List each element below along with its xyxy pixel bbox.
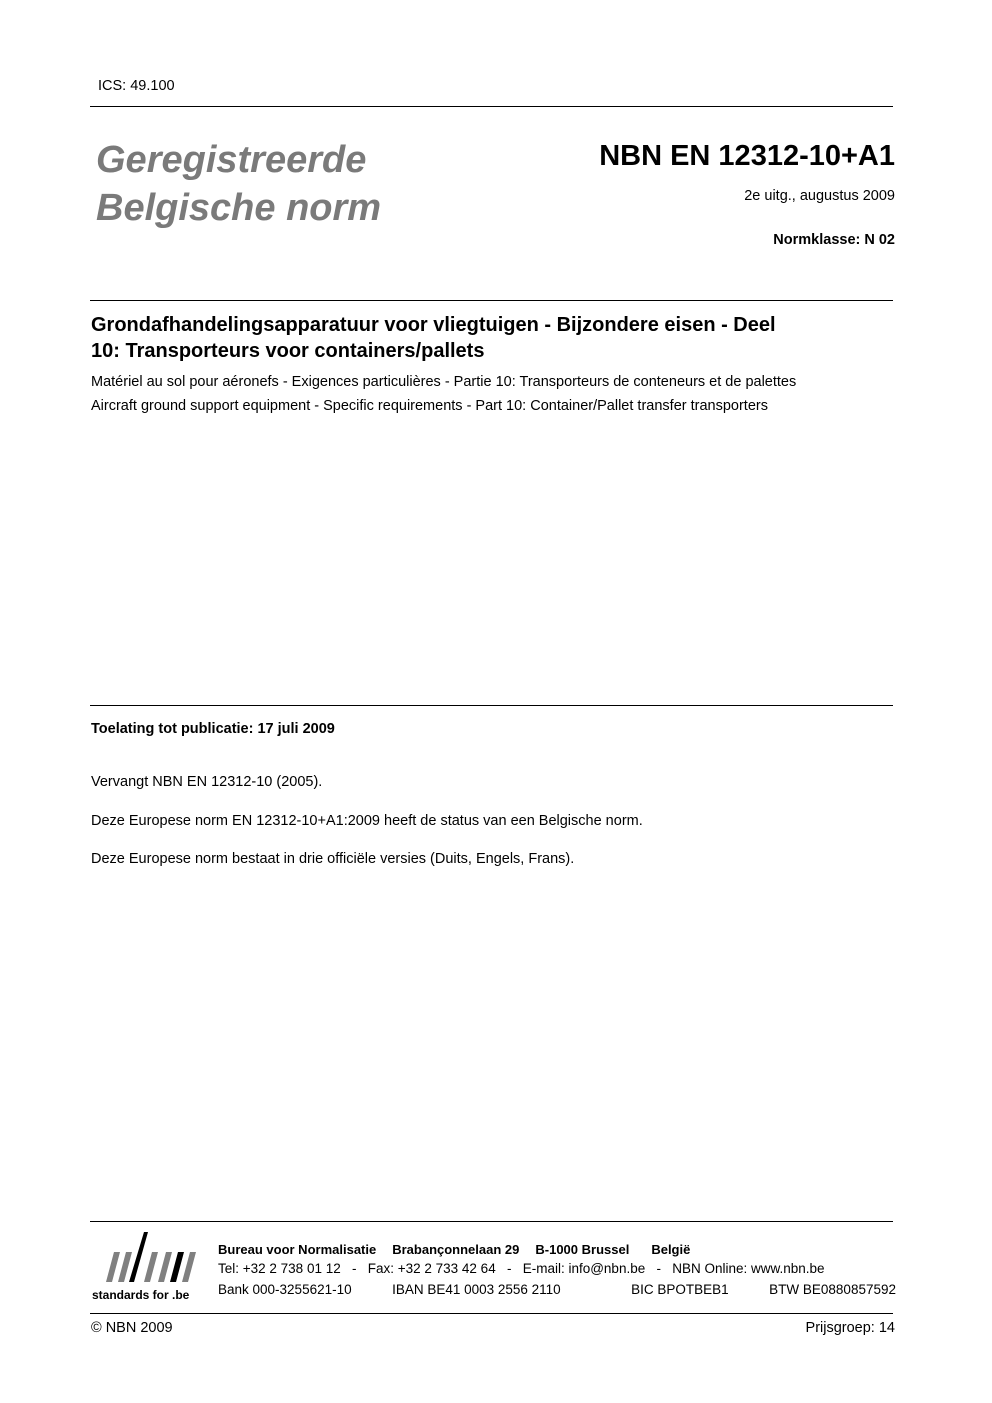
contact-line: Tel: +32 2 738 01 12 - Fax: +32 2 733 42 64 - E-mail: info@nbn.be - NBN Online: www.nbn.be xyxy=(218,1261,825,1276)
bic: BIC BPOTBEB1 xyxy=(631,1282,729,1297)
bank-account: Bank 000-3255621-10 xyxy=(218,1282,352,1297)
title-dutch xyxy=(91,312,776,364)
iban: IBAN BE41 0003 2556 2110 xyxy=(392,1282,561,1297)
org-name: Bureau voor Normalisatie xyxy=(218,1242,377,1257)
title-french: Matériel au sol pour aéronefs - Exigences particulières - Partie 10: Transporteurs de conteneurs et de palettes xyxy=(91,374,797,390)
approval-date: Toelating tot publicatie: 17 juli 2009 xyxy=(91,721,335,737)
address-line xyxy=(218,1242,690,1257)
norm-number: NBN EN 12312-10+A1 xyxy=(599,140,895,172)
bank-line xyxy=(218,1282,896,1297)
copyright: © NBN 2009 xyxy=(91,1320,173,1336)
vat-number: BTW BE0880857592 xyxy=(769,1282,896,1297)
city: B-1000 Brussel xyxy=(535,1242,630,1257)
norm-class: Normklasse: N 02 xyxy=(773,232,895,248)
paragraph: Deze Europese norm EN 12312-10+A1:2009 heeft de status van een Belgische norm. xyxy=(91,813,643,829)
edition: 2e uitg., augustus 2009 xyxy=(744,188,895,204)
street: Brabançonnelaan 29 xyxy=(392,1242,520,1257)
title-line: Grondafhandelingsapparatuur voor vliegtuigen - Bijzondere eisen - Deel xyxy=(91,314,776,336)
heading-line: Geregistreerde xyxy=(96,139,367,181)
nbn-logo-mark xyxy=(92,1230,204,1288)
divider xyxy=(90,1221,893,1222)
title-line: 10: Transporteurs voor containers/pallets xyxy=(91,340,485,362)
paragraph: Deze Europese norm bestaat in drie officiële versies (Duits, Engels, Frans). xyxy=(91,851,575,867)
country: België xyxy=(651,1242,691,1257)
paragraph: Vervangt NBN EN 12312-10 (2005). xyxy=(91,774,323,790)
registered-norm-heading xyxy=(96,136,381,232)
divider xyxy=(90,705,893,706)
logo-text: standards for .be xyxy=(92,1288,190,1302)
nbn-logo xyxy=(92,1230,204,1305)
divider xyxy=(90,106,893,107)
ics-code: ICS: 49.100 xyxy=(98,78,175,94)
divider xyxy=(90,1313,893,1314)
title-english: Aircraft ground support equipment - Specific requirements - Part 10: Container/Pallet transfer transporters xyxy=(91,398,768,414)
heading-line: Belgische norm xyxy=(96,187,382,229)
divider xyxy=(90,300,893,301)
price-group: Prijsgroep: 14 xyxy=(805,1320,895,1336)
